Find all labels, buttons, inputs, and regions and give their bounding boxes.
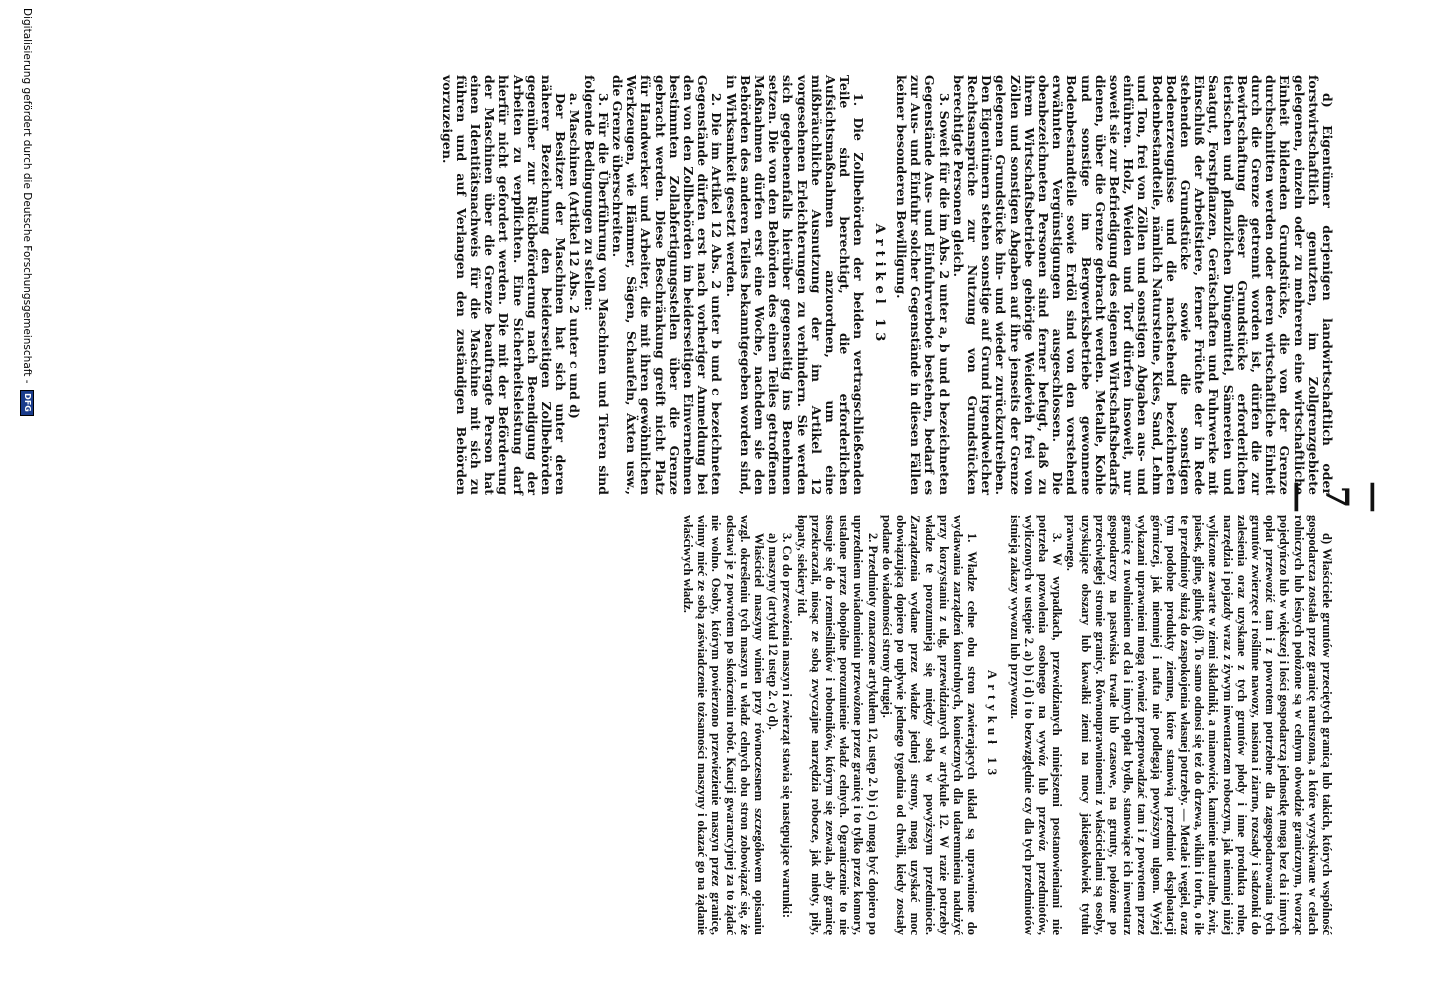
digitization-credit bbox=[20, 0, 34, 1000]
german-article-13-item-a-body: Der Besitzer der Maschinen hat sich unter deren näherer Bezeichnung den beiderseitigen Zollbehörden gegenüber zur Rückbeförderung nach Beendigung der Arbeiten zu verpflichten. Eine Sicherheitsleistung darf hierfür nicht gefordert werden. Die mit der Beförderung der Maschinen über die Grenze beauftragte Person hat einen Identitätsnachweis für die Maschine mit sich zu führen und auf Verlangen den zuständigen Behörden vorzuzeigen. bbox=[439, 75, 569, 495]
dfg-logo-icon: DFG bbox=[20, 390, 34, 416]
german-article-13-paragraph-3: 3. Für die Überführung von Maschinen und Tieren sind folgende Bedingungen zu stellen: bbox=[581, 75, 611, 495]
polish-column bbox=[681, 515, 1334, 935]
polish-article-13-paragraph-2: 2. Przedmioty oznaczone artykułem 12, ustęp 2. b) i c) mogą być dopiero po uprzedniem uwiadomieniu przewożone przez granicę i to tylko przez komory, ustalone przez obopólne porozumienie władz celnych. Ograniczenie to nie stosuje się do rzemieślników i robotników, którym się zezwala, aby granicę przekraczali, niosąc ze sobą zwyczajne narzędzia robocze, jak młoty, piły, łopaty, siekiery itd. bbox=[794, 515, 880, 935]
german-article-13-paragraph-2: 2. Die im Artikel 12 Abs. 2 unter b und c bezeichneten Gegenstände dürfen erst nach vorheriger Anmeldung bei den von den Zollbehörden im beiderseitigen Einvernehmen bestimmten Zollabfertigungsstellen über die Grenze gebracht werden. Diese Beschränkung greift nicht Platz für Handwerker und Arbeiter, die mit ihren gewöhnlichen Werkzeugen, wie Hämmer, Sägen, Schaufeln, Äxten usw., die Grenze überschreiten. bbox=[610, 75, 725, 495]
german-article-13-paragraph-1: 1. Die Zollbehörden der beiden vertragschließenden Teile sind berechtigt, die erforderlichen Aufsichtsmaßnahmen anzuordnen, um eine mißbräuchliche Ausnutzung der im Artikel 12 vorgesehenen Erleichterungen zu verhindern. Sie werden sich gegebenenfalls hierüber gegenseitig ins Benehmen setzen. Die von den Behörden des einen Teiles getroffenen Maßnahmen dürfen erst eine Woche, nachdem sie den Behörden des anderen Teiles bekanntgegeben worden sind, in Wirksamkeit gesetzt werden. bbox=[723, 75, 867, 495]
german-column bbox=[439, 75, 1334, 495]
polish-article-13-paragraph-3: 3. Co do przewożenia maszyn i zwierząt stawia się następujące warunki: bbox=[780, 533, 795, 919]
german-article-heading: Artikel 13 bbox=[871, 223, 887, 347]
page-number: — 7 — bbox=[1280, 481, 1394, 519]
german-paragraph-3: 3. Soweit für die im Abs. 2 unter a, b und d bezeichneten Gegenstände Aus- und Einfuhrverbote bestehen, bedarf es zur Aus- und Einfuhr solcher Gegenstände in diesen Fällen keiner besonderen Bewilligung. bbox=[893, 75, 952, 495]
polish-article-13-item-a-body: Właściciel maszyny winien przy równoczesnem szczegółowem opisaniu wzgl. określeniu tych maszyn u władz celnych obu stron zobowiązać się, że odstawi je z powrotem po skończeniu robót. Kaucji gwarancyjnej za to żądać nie wolno. Osoby, którym powierzono przewiezienie maszyn przez granicę, winny mieć ze sobą zaświadczenie tożsamości maszyny i okazać go na żądanie właściwych władz. bbox=[681, 515, 767, 935]
german-paragraph-d: d) Eigentümer derjenigen landwirtschaftlich oder forstwirtschaftlich genutzten, im Zollgrenzgebiete gelegenen, einzeln oder zu mehreren eine wirtschaftliche Einheit bildenden Grundstücke, die von der Grenze durchschnitten werden oder deren wirtschaftliche Einheit durch die Grenze getrennt worden ist, dürfen die zur Bewirtschaftung dieser Grundstücke erforderlichen tierischen und pflanzlichen Düngemittel, Sämereien und Saatgut, Forstpflanzen, Gerätschaften und Fuhrwerke mit Einschluß der Arbeitstiere, ferner Früchte der in Rede stehenden Grundstücke sowie die sonstigen Bodenerzeugnisse und die nachstehend bezeichneten Bodenbestandteile, nämlich Natursteine, Kies, Sand, Lehm und Ton, frei von Zöllen und sonstigen Abgaben aus- und einführen. Holz, Weiden und Torf dürfen insoweit, nur soweit sie zur Befriedigung des eigenen Wirtschaftsbedarfs dienen, über die Grenze gebracht werden. Metalle, Kohle und sonstige im Bergwerksbetriebe gewonnene Bodenbestandteile sowie Erdöl sind von den vorstehend erwähnten Vergünstigungen ausgeschlossen. Die obenbezeichneten Personen sind ferner befugt, daß zu ihrem Wirtschaftsbetriebe gehörige Weidevieh frei von Zöllen und sonstigen Abgaben auf ihre jenseits der Grenze gelegenen Grundstücke hin- und wieder zurückzutreiben. Den Eigentümern stehen sonstige auf Grund irgendwelcher Rechtsansprüche zur Nutzung von Grundstücken berechtigte Personen gleich. bbox=[950, 75, 1335, 495]
credit-text: Digitalisierung gefördert durch die Deutsche Forschungsgemeinschaft - bbox=[21, 8, 33, 384]
polish-article-13-paragraph-1: 1. Władze celne obu stron zawierających układ są uprawnione do wydawania zarządzeń kontrolnych, koniecznych dla udaremnienia nadużyć przy korzystaniu z ulg, przewidzianych w artykule 12. W razie potrzeby władze te porozumieją się między sobą w powyższym przedmiocie. Zarządzenia wydane przez władze jednej strony, mogą uzyskać moc obowiązującą dopiero po upływie jednego tygodnia od chwili, kiedy zostały podane do wiadomości strony drugiej. bbox=[879, 515, 980, 935]
german-article-13-item-a: a. Maschinen (Artikel 12 Abs. 2 unter c und d) bbox=[567, 93, 583, 419]
polish-paragraph-3: 3. W wypadkach, przewidzianych niniejszemi postanowieniami nie potrzeba pozwolenia osobnego na wywóz lub przewóz przedmiotów, wyliczonych w ustępie 2. a) b) i d) i to bezwzględnie czy dla tych przedmiotów istnieją zakazy wywozu lub przywozu. bbox=[1007, 515, 1065, 935]
polish-article-heading: Artykuł 13 bbox=[985, 669, 1001, 781]
polish-article-13-item-a: a) maszyny (artykuł 12 ustęp 2. c) d). bbox=[766, 533, 781, 730]
polish-paragraph-d: d) Właściciele gruntów przeciętych granicą lub takich, których wspólność gospodarcza została przez granicę naruszona, a które wyzyskiwane w celach rolniczych lub leśnych położone są w celnym obwodzie granicznym, tworząc pojedyńczo lub w większej i lości gospodarczą jednostkę mogą bez cła i innych opłat przewozić tam i z powrotem potrzebne dla zagospodarowania tych gruntów zwierzęce i roślinne nawozy, nasiona i ziarno, rozsady i sadzonki do zalesienia oraz uzyskane z tych gruntów płody i inne produkta rolne, narzędzia i pojazdy wraz z żywym inwentarzem roboczym, jak niemniej niżej wyliczone zawarte w ziemi składniki, a mianowicie, kamienie naturalne, żwir, piasek, glinę, glinkę (ił). To samo odnosi się też do drzewa, wiklin i torfu, o ile te przedmioty służą do zaspokojenia własnej potrzeby. — Metale i węgiel, oraz tym podobne produkty ziemne, które stanowią przedmiot eksploatacji górniczej, jak niemniej i nafta nie podlegają powyższym ulgom. Wyżej wykazani uprawnieni mogą również przeprowadzać tam i z powrotem przez granicę z uwolnieniem od cła i innych opłat bydło, stanowiące ich inwentarz gospodarczy na pastwiska trwale lub czasowe, na grunty, położone po przeciwległej stronie granicy. Równouprawnionemi z właścicielami są osoby, uzyskujące obszary lub kawałki ziemi na mocy jakiegokolwiek tytułu prawnego. bbox=[1064, 515, 1334, 935]
